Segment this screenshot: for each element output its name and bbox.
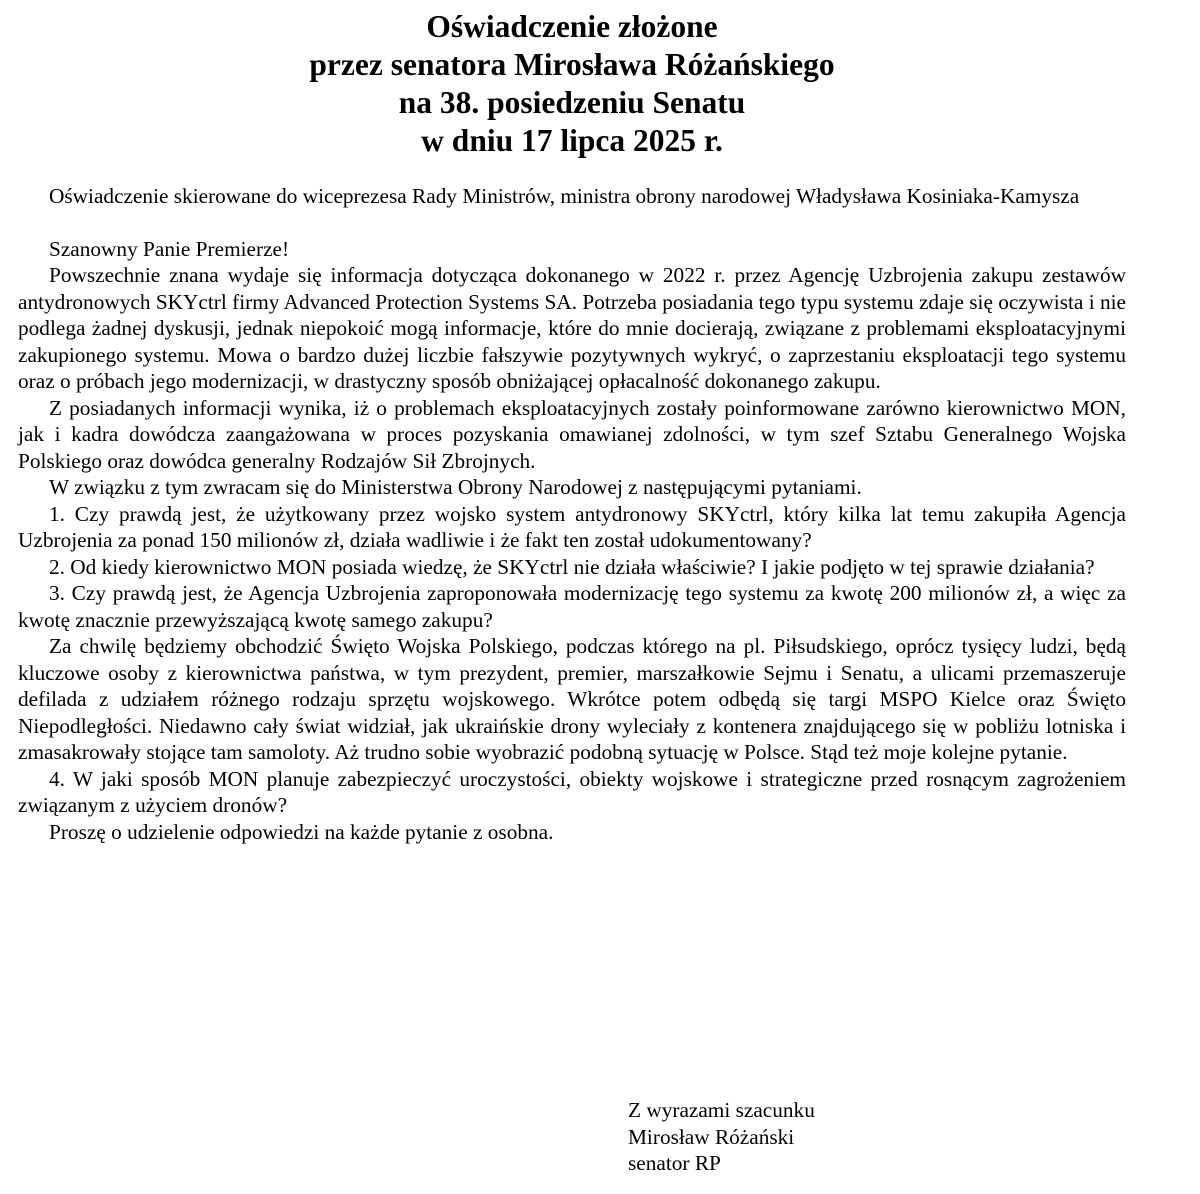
question-2: 2. Od kiedy kierownictwo MON posiada wiedzę, że SKYctrl nie działa właściwie? I jakie podjęto w tej sprawie działania? (49, 554, 1095, 579)
question-1: 1. Czy prawdą jest, że użytkowany przez wojsko system antydronowy SKYctrl, który kilka lat temu zakupiła Agencja Uzbrojenia za ponad 150 milionów zł, działa wadliwie i że fakt ten został udokumentowany? (18, 501, 1126, 552)
document-body (18, 183, 1126, 845)
salutation: Szanowny Panie Premierze! (49, 236, 290, 261)
title-line-2: przez senatora Mirosława Różańskiego (309, 47, 835, 82)
paragraph-questions-intro: W związku z tym zwracam się do Ministerstwa Obrony Narodowej z następującymi pytaniami. (49, 475, 862, 499)
paragraph-context: Za chwilę będziemy obchodzić Święto Wojska Polskiego, podczas którego na pl. Piłsudskiego, oprócz tysięcy ludzi, będą kluczowe osoby z kierownictwa państwa, w tym prezydent, premier, marszałkowie Sejmu i Senatu, a ulicami przemaszeruje defilada z udziałem różnego rodzaju sprzętu wojskowego. Wkrótce potem odbędą się targi MSPO Kielce oraz Święto Niepodległości. Niedawno cały świat widział, jak ukraińskie drony wyleciały z kontenera znajdującego się w pobliżu lotniska i zmasakrowały stojące tam samoloty. Aż trudno sobie wyobrazić podobną sytuację w Polsce. Stąd też moje kolejne pytanie. (18, 634, 1126, 764)
paragraph-request: Proszę o udzielenie odpowiedzi na każde pytanie z osobna. (49, 819, 554, 844)
document-page (18, 0, 1126, 845)
question-4: 4. W jaki sposób MON planuje zabezpieczyć uroczystości, obiekty wojskowe i strategiczne przed rosnącym zagrożeniem związanym z użyciem dronów? (18, 766, 1126, 817)
signature-block (628, 1097, 815, 1177)
signature-role: senator RP (628, 1151, 721, 1175)
paragraph-intro: Powszechnie znana wydaje się informacja dotycząca dokonanego w 2022 r. przez Agencję Uzbrojenia zakupu zestawów antydronowych SKYctrl firmy Advanced Protection Systems SA. Potrzeba posiadania tego typu systemu zdaje się oczywista i nie podlega żadnej dyskusji, jednak niepokoić mogą informacje, które do mnie docierają, związane z problemami eksploatacyjnymi zakupionego systemu. Mowa o bardzo dużej liczbie fałszywie pozytywnych wykryć, o zaprzestaniu eksploatacji tego systemu oraz o próbach jego modernizacji, w drastyczny sposób obniżającej opłacalność dokonanego zakupu. (18, 263, 1126, 393)
question-3: 3. Czy prawdą jest, że Agencja Uzbrojenia zaproponowała modernizację tego systemu za kwotę 200 milionów zł, a więc za kwotę znacznie przewyższającą kwotę samego zakupu? (18, 581, 1126, 632)
title-line-1: Oświadczenie złożone (426, 9, 718, 44)
signature-name: Mirosław Różański (628, 1124, 795, 1149)
paragraph-information: Z posiadanych informacji wynika, iż o problemach eksploatacyjnych zostały poinformowane zarówno kierownictwo MON, jak i kadra dowódcza zaangażowana w proces pozyskania omawianej zdolności, w tym szef Sztabu Generalnego Wojska Polskiego oraz dowódca generalny Rodzajów Sił Zbrojnych. (18, 395, 1126, 473)
signature-closing: Z wyrazami szacunku (628, 1098, 815, 1122)
document-title (18, 0, 1126, 160)
title-line-3: na 38. posiedzeniu Senatu (398, 85, 746, 120)
title-line-4: w dniu 17 lipca 2025 r. (421, 123, 723, 158)
addressee-paragraph: Oświadczenie skierowane do wiceprezesa Rady Ministrów, ministra obrony narodowej Władysława Kosiniaka-Kamysza (49, 184, 1080, 208)
